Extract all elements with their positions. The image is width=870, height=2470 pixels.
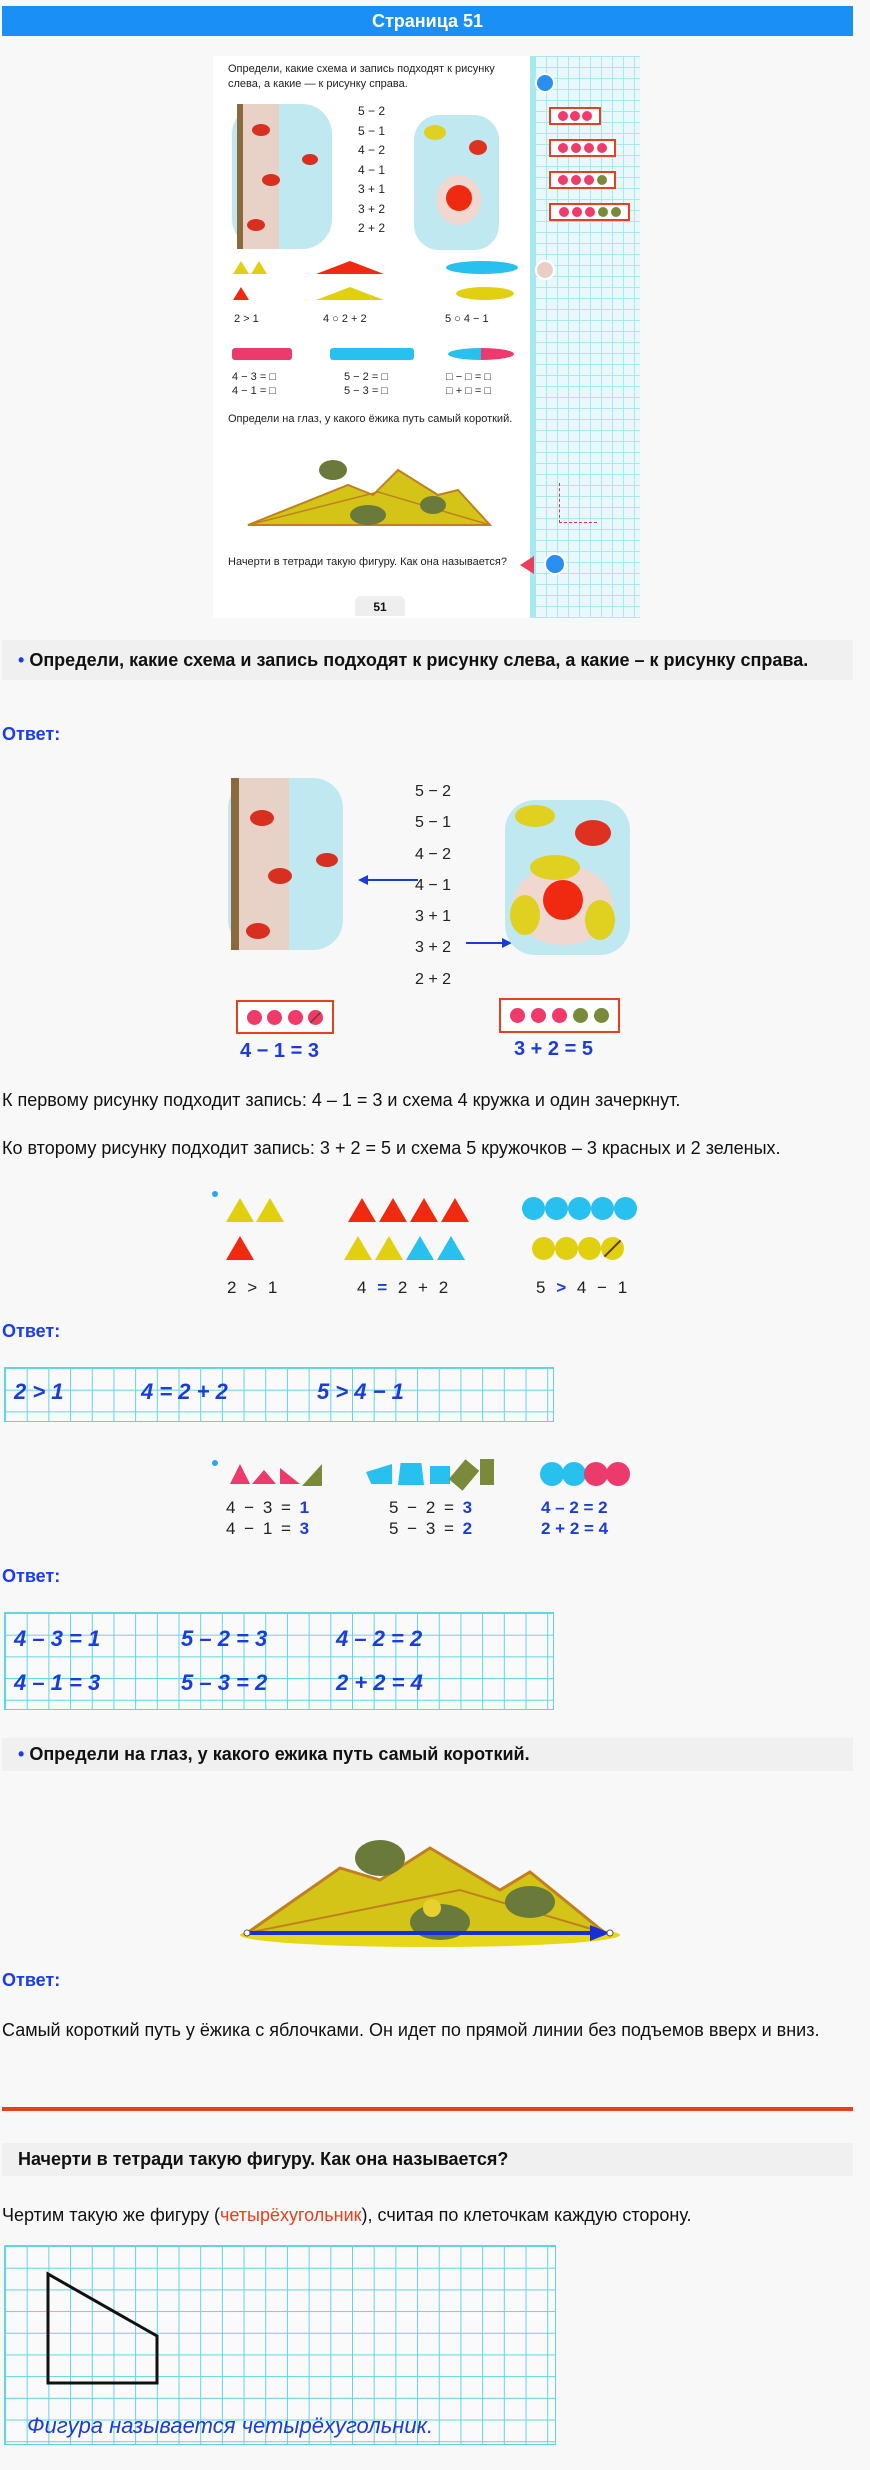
- answer-grid: [4, 1367, 554, 1422]
- expr: 3 + 1: [415, 908, 452, 926]
- textbook-task3: Определи на глаз, у какого ёжика путь самый короткий.: [228, 413, 513, 425]
- task-3-question: • Определи на глаз, у какого ежика путь самый короткий.: [2, 1738, 853, 1771]
- answer-value: 4 – 2 = 2: [541, 1498, 608, 1517]
- expr: □ − □ = □: [446, 371, 492, 383]
- answer-value: 3: [299, 1519, 310, 1538]
- answer-value: 1: [299, 1498, 310, 1517]
- answer-grid: [4, 1612, 554, 1710]
- expr: 4 − 1 =: [226, 1519, 300, 1538]
- butterflies-flower-illustration: [414, 115, 499, 250]
- grid-answer: 2 + 2 = 4: [336, 1670, 423, 1695]
- expr: 3 + 2: [358, 201, 386, 216]
- expr: 4 − 1: [358, 162, 386, 177]
- expr: 3 + 1: [358, 182, 386, 196]
- expr: 4 − 2: [415, 845, 452, 863]
- ladybugs-tree-illustration: [228, 778, 343, 950]
- answer-value: 3: [462, 1498, 473, 1517]
- margin-quadrilateral: [559, 483, 597, 523]
- question-text: Определи на глаз, у какого ежика путь самый короткий.: [29, 1744, 530, 1764]
- answer-label: Ответ:: [2, 1321, 61, 1341]
- expr: 5 − 2: [415, 783, 452, 800]
- hedgehogs-hill-answer-illustration: [240, 1800, 630, 1950]
- scheme-right: [499, 998, 620, 1033]
- textbook-compare-3: 5 ○ 4 − 1: [445, 313, 489, 325]
- compare-sign: >: [247, 1278, 258, 1297]
- textbook-expression-list: [358, 102, 385, 239]
- compare-sign: >: [556, 1278, 567, 1297]
- grid-answer: 4 – 3 = 1: [14, 1626, 101, 1651]
- textbook-page-number: 51: [355, 596, 405, 616]
- text: ), считая по клеточкам каждую сторону.: [361, 2205, 692, 2225]
- arrow-left-icon: [358, 874, 420, 886]
- grid-answer: 4 – 1 = 3: [14, 1670, 101, 1695]
- expr: 5 − 1: [415, 814, 452, 832]
- textbook-task1: Определи, какие схема и запись подходят к рисунку слева, а какие — к рисунку справа.: [228, 63, 495, 90]
- grid-badge-icon: [544, 553, 566, 575]
- expression-list: [415, 776, 451, 995]
- answer-label: Ответ:: [2, 724, 61, 744]
- compare-left: 5: [536, 1278, 546, 1297]
- textbook-compare-shapes: [228, 257, 518, 317]
- expr: 5 − 1: [358, 123, 386, 138]
- expr: 4 − 1 = □: [232, 385, 276, 397]
- expr: 4 − 3 = □: [232, 371, 276, 383]
- expr: 5 − 3 = □: [344, 385, 388, 397]
- textbook-fill-2: [344, 370, 388, 398]
- compare-2: [357, 1278, 448, 1298]
- drawing-grid: [4, 2245, 556, 2445]
- fill-group-1: [226, 1497, 309, 1539]
- explanation-1: К первому рисунку подходит запись: 4 – 1 = 3 и схема 4 кружка и один зачеркнут.: [2, 1090, 681, 1110]
- text: Чертим такую же фигуру (: [2, 2205, 221, 2225]
- grid-answer: 4 – 2 = 2: [336, 1626, 423, 1651]
- textbook-task4: Начерти в тетради такую фигуру. Как она называется?: [228, 556, 507, 568]
- textbook-compare-2: 4 ○ 2 + 2: [323, 313, 367, 325]
- compare-right: 2 + 2: [397, 1278, 449, 1297]
- question-text: Начерти в тетради такую фигуру. Как она называется?: [18, 2149, 509, 2169]
- expr: 4 − 3 =: [226, 1498, 300, 1517]
- butterflies-flower-illustration: [505, 800, 630, 955]
- fill-group-2: [389, 1497, 472, 1539]
- question-text: Определи, какие схема и запись подходят к рисунку слева, а какие – к рисунку справа.: [29, 650, 809, 670]
- expr: 4 − 1: [415, 876, 452, 894]
- grid-answer: 2 > 1: [14, 1379, 64, 1404]
- scheme-left: [236, 1000, 334, 1034]
- section-divider: [2, 2107, 853, 2111]
- question-badge-icon: [520, 556, 534, 574]
- explanation-2: Ко второму рисунку подходит запись: 3 + 2 = 5 и схема 5 кружочков – 3 красных и 2 зеленых.: [2, 1138, 781, 1158]
- margin-scheme-3: [549, 171, 616, 189]
- margin-scheme-4: [549, 203, 630, 221]
- expr: 4 − 2: [358, 143, 386, 157]
- compare-sign: =: [377, 1278, 388, 1297]
- fill-group-3: [541, 1497, 608, 1539]
- arrow-right-icon: [466, 937, 512, 949]
- ladybugs-tree-illustration: [232, 104, 332, 249]
- piggy-badge-icon: [535, 260, 555, 280]
- compare-left: 2: [227, 1278, 237, 1297]
- compare-right: 4 − 1: [576, 1278, 628, 1297]
- margin-scheme-1: [549, 107, 601, 125]
- grid-answer: 4 = 2 + 2: [141, 1379, 228, 1404]
- answer-label: Ответ:: [2, 1566, 61, 1586]
- textbook-compare-1: 2 > 1: [234, 313, 259, 325]
- left-equation: 4 − 1 = 3: [240, 1040, 319, 1062]
- figure-caption: Фигура называется четырёхугольник.: [27, 2413, 434, 2438]
- answer-text: Самый короткий путь у ёжика с яблочками. Он идет по прямой линии без подъемов вверх и вниз.: [2, 2020, 820, 2040]
- expr: □ + □ = □: [446, 385, 492, 397]
- task-4-question: [2, 2143, 853, 2176]
- answer-value: 2: [462, 1519, 473, 1538]
- task-1-question: • Определи, какие схема и запись подходят к рисунку слева, а какие – к рисунку справа.: [2, 640, 853, 680]
- expr: 2 + 2: [415, 970, 452, 988]
- highlight-term: четырёхугольник: [220, 2205, 362, 2225]
- compare-right: 1: [267, 1278, 278, 1297]
- shapes-groups-illustration: [210, 1458, 650, 1488]
- grid-badge-icon: [535, 73, 555, 93]
- expr: 5 − 2 = □: [344, 371, 388, 383]
- drawing-explanation: [2, 2199, 692, 2231]
- expr: 5 − 2: [358, 104, 386, 118]
- right-equation: 3 + 2 = 5: [514, 1038, 593, 1060]
- expr: 2 + 2: [358, 221, 386, 235]
- textbook-fill-3: [446, 370, 491, 398]
- expr: 5 − 2 =: [389, 1498, 463, 1517]
- expr: 5 − 3 =: [389, 1519, 463, 1538]
- page-title: Страница 51: [2, 6, 853, 36]
- answer-label: Ответ:: [2, 1970, 61, 1990]
- grid-answer: 5 – 2 = 3: [181, 1626, 268, 1651]
- grid-answer: 5 > 4 − 1: [317, 1379, 404, 1404]
- compare-left: 4: [357, 1278, 367, 1297]
- compare-1: [227, 1278, 277, 1298]
- grid-answer: 5 – 3 = 2: [181, 1670, 268, 1695]
- answer-value: 2 + 2 = 4: [541, 1519, 609, 1538]
- hedgehogs-hill-illustration: [238, 440, 498, 540]
- textbook-fill-1: [232, 370, 276, 398]
- margin-scheme-2: [549, 139, 616, 157]
- expr: 3 + 2: [415, 939, 452, 957]
- compare-3: [536, 1278, 627, 1298]
- textbook-fill-shapes: [232, 348, 522, 362]
